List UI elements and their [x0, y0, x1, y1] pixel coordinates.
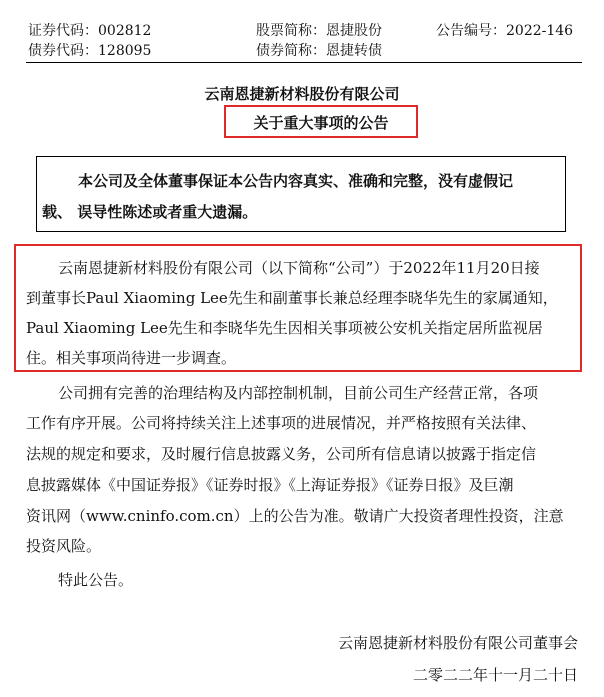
bond-code: 债券代码：128095 [28, 43, 152, 59]
highlight-line-3: Paul Xiaoming Lee先生和李晓华先生因相关事项被公安机关指定居所监视居 [26, 319, 543, 337]
company-name: 云南恩捷新材料股份有限公司 [204, 85, 400, 103]
declaration-line-1: 本公司及全体董事保证本公告内容真实、准确和完整，没有虚假记 [78, 172, 514, 190]
body-line-3: 法规的规定和要求，及时履行信息披露义务，公司所有信息请以披露于指定信 [26, 445, 537, 463]
closing-text: 特此公告。 [58, 571, 134, 589]
signature: 云南恩捷新材料股份有限公司董事会 [337, 634, 578, 652]
stock-code: 证券代码：002812 [28, 23, 152, 39]
page-title: 关于重大事项的公告 [253, 114, 389, 132]
stock-name: 股票简称：恩捷股份 [256, 23, 382, 39]
bond-name: 债券简称：恩捷转债 [256, 43, 382, 59]
body-line-2: 工作有序开展。公司将持续关注上述事项的进展情况，并严格按照有关法律、 [26, 414, 537, 432]
date: 二零二二年十一月二十日 [412, 666, 578, 684]
highlight-line-2: 到董事长Paul Xiaoming Lee先生和副董事长兼总经理李晓华先生的家属通知， [26, 289, 558, 307]
notice-number: 公告编号：2022-146 [436, 23, 574, 39]
header-divider [26, 62, 582, 63]
body-line-6: 投资风险。 [26, 537, 102, 555]
highlight-line-4: 住。相关事项尚待进一步调查。 [26, 349, 237, 367]
body-line-5: 资讯网（www.cninfo.com.cn）上的公告为准。敬请广大投资者理性投资，注意 [26, 507, 564, 525]
highlight-line-1: 云南恩捷新材料股份有限公司（以下简称“公司”）于2022年11月20日接 [58, 259, 540, 277]
declaration-line-2: 载、 误导性陈述或者重大遗漏。 [42, 203, 258, 221]
body-line-1: 公司拥有完善的治理结构及内部控制机制，目前公司生产经营正常，各项 [58, 384, 539, 402]
body-line-4: 息披露媒体《中国证券报》《证券时报》《上海证券报》《证券日报》及巨潮 [26, 476, 514, 494]
